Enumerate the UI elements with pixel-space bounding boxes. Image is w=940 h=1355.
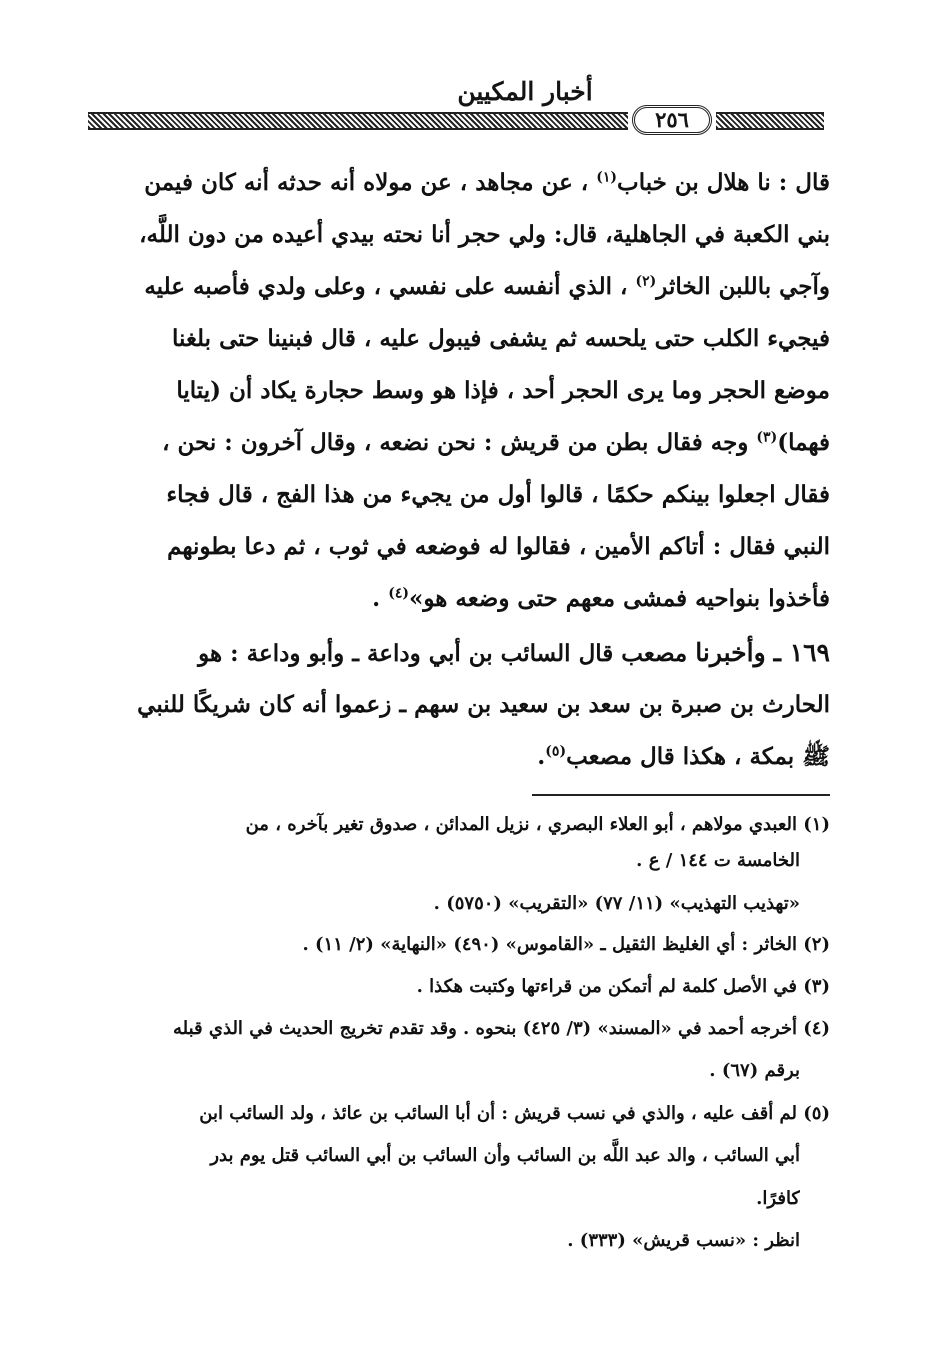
line-text: ، الذي أنفسه على نفسي ، وعلى ولدي فأصبه عليه <box>144 273 628 300</box>
footnote-line: برقم (٦٧) . <box>709 1060 800 1081</box>
footnote-line: (٣) في الأصل كلمة لم أتمكن من قراءتها وكتبت هكذا . <box>416 976 830 997</box>
line-text: النبي فقال : أتاكم الأمين ، فقالوا له فوضعه في ثوب ، ثم دعا بطونهم <box>167 533 830 560</box>
footnote-line: (٤) أخرجه أحمد في «المسند» (٣/ ٤٢٥) بنحوه . وقد تقدم تخريج الحديث في الذي قبله <box>173 1018 830 1039</box>
line-text: فهما) <box>777 429 830 456</box>
line-text: ﷺ بمكة ، هكذا قال مصعب <box>566 743 830 770</box>
footnote-marker: (٢) <box>635 273 657 290</box>
line-text: موضع الحجر وما يرى الحجر أحد ، فإذا هو وسط حجارة يكاد أن (يتايا <box>176 377 830 404</box>
entry-lead: وأخبرنا <box>695 638 766 667</box>
line-text: ، عن مجاهد ، عن مولاه أنه حدثه أنه كان فيمن <box>144 169 589 196</box>
body-line <box>100 366 830 416</box>
line-text: مصعب قال السائب بن أبي وداعة ـ وأبو وداعة : هو <box>198 640 688 667</box>
footnote-line: «تهذيب التهذيب» (١١/ ٧٧) «التقريب» (٥٧٥٠) . <box>433 893 800 914</box>
header-rule-right <box>716 112 824 130</box>
body-line <box>100 522 830 572</box>
footnote-marker: (٥) <box>545 743 567 760</box>
header-rule-left <box>88 112 628 130</box>
body-line <box>100 314 830 364</box>
line-text: قال : نا هلال بن خباب <box>617 169 830 196</box>
body-line <box>100 732 830 782</box>
footnote-line: الخامسة ت ١٤٤ / ع . <box>636 850 800 871</box>
footnote-line: انظر : «نسب قريش» (٣٣٣) . <box>567 1230 800 1251</box>
body-line <box>100 158 830 208</box>
footnote-line: (١) العبدي مولاهم ، أبو العلاء البصري ، نزيل المدائن ، صدوق تغير بآخره ، من <box>245 814 830 835</box>
body-line <box>100 470 830 520</box>
body-line <box>100 574 830 624</box>
line-text: فأخذوا بنواحيه فمشى معهم حتى وضعه هو» <box>408 585 830 612</box>
page-number: ٢٥٦ <box>632 105 712 135</box>
footnote-marker: (١) <box>596 169 618 186</box>
body-line <box>100 418 830 468</box>
running-title: أخبار المكيين <box>457 77 593 106</box>
footnote-line: (٥) لم أقف عليه ، والذي في نسب قريش : أن أبا السائب بن عائذ ، ولد السائب ابن <box>199 1103 830 1124</box>
footnote-separator <box>532 794 830 796</box>
line-text: الحارث بن صبرة بن سعد بن سعيد بن سهم ـ زعموا أنه كان شريكًا للنبي <box>137 691 830 718</box>
entry-number: ١٦٩ ـ <box>773 638 830 667</box>
body-line <box>100 210 830 260</box>
line-text: بني الكعبة في الجاهلية، قال: ولي حجر أنا نحته بيدي أعيده من دون اللَّه، <box>139 221 830 248</box>
footnote-marker: (٣) <box>756 429 778 446</box>
line-text: فيجيء الكلب حتى يلحسه ثم يشفى فيبول عليه ، قال فبنينا حتى بلغنا <box>172 325 830 352</box>
footnote-marker: (٤) <box>388 585 409 602</box>
footnote-line: كافرًا. <box>756 1188 800 1209</box>
line-text: . <box>372 585 381 612</box>
footnote-line: (٢) الخاثر : أي الغليظ الثقيل ـ «القاموس» (٤٩٠) «النهاية» (٢/ ١١) . <box>302 934 830 955</box>
footnote-line: أبي السائب ، والد عبد اللَّه بن السائب وأن السائب بن أبي السائب قتل يوم بدر <box>210 1145 800 1166</box>
entry-heading-line <box>100 628 830 678</box>
line-text: . <box>537 743 546 770</box>
line-text: وآجي باللبن الخاثر <box>656 273 830 300</box>
body-line <box>100 262 830 312</box>
body-line <box>100 680 830 730</box>
line-text: فقال اجعلوا بينكم حكمًا ، قالوا أول من يجيء من هذا الفج ، قال فجاء <box>166 481 830 508</box>
line-text: وجه فقال بطن من قريش : نحن نضعه ، وقال آخرون : نحن ، <box>162 429 749 456</box>
